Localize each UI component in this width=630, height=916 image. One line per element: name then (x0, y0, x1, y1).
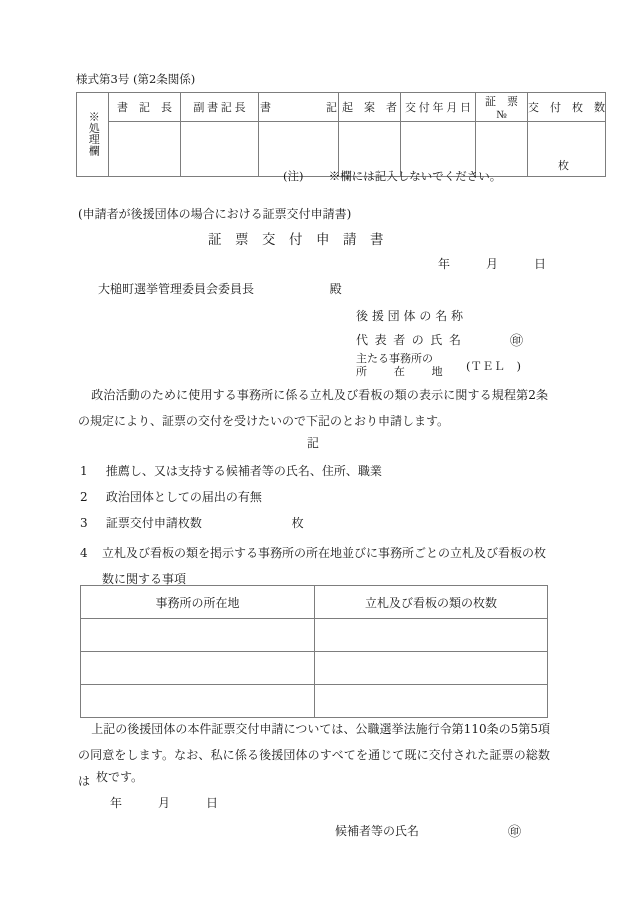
col-header-kofu-count: 交 付 枚 数 (528, 93, 606, 122)
table-row (81, 685, 548, 718)
item-number: 3 (80, 516, 88, 530)
processing-row-label-text: ※処理欄 (87, 110, 100, 156)
item-text: 政治団体としての届出の有無 (105, 490, 262, 504)
candidate-name-label: 候補者等の氏名 (335, 824, 420, 838)
col-header-sign-count: 立札及び看板の類の枚数 (315, 586, 548, 619)
col-header-fuku-shokicho: 副 書 記 長 (181, 93, 259, 122)
table-row (81, 619, 548, 652)
table-row (77, 93, 606, 122)
cell-office-location-1[interactable] (81, 619, 315, 652)
item-unit[interactable]: 枚 (291, 516, 304, 530)
closing-paragraph: 上記の後援団体の本件証票交付申請については、公職選挙法施行令第110条の5第5項の同意をします。なお、私に係る後援団体のすべてを通じて既に交付された証票の総数は (78, 722, 550, 788)
item-text: 立札及び看板の類を掲示する事務所の所在地並びに事務所ごとの立札及び看板の枚数に関する事項 (102, 546, 547, 586)
item-text: 証票交付申請枚数 (105, 516, 202, 530)
seal-icon: ㊞ (508, 825, 522, 840)
addressee-name: 大槌町選挙管理委員会委員長 (98, 282, 255, 296)
addressee-honorific: 殿 (329, 282, 342, 296)
organization-name-label: 後援団体の名称 (356, 309, 467, 323)
representative-name-label: 代表者の氏名 (356, 333, 468, 347)
date-blank-bottom[interactable]: 年 月 日 (110, 796, 219, 810)
closing-paragraph-tail: 枚です。 (96, 770, 144, 784)
note-text: ※欄には記入しないでください。 (328, 169, 502, 183)
col-header-shokicho: 書 記 長 (109, 93, 181, 122)
cell-fuku-shokicho[interactable] (181, 122, 259, 177)
processing-row-label (77, 93, 109, 177)
addressee-line (98, 280, 342, 297)
document-subtitle: (申請者が後援団体の場合における証票交付申請書) (78, 207, 352, 221)
col-header-shohyo-no: 証 票 № (476, 93, 528, 122)
list-item (80, 462, 382, 479)
date-blank-top[interactable]: 年 月 日 (438, 257, 547, 271)
cell-sign-count-2[interactable] (315, 652, 548, 685)
item-number: 2 (80, 490, 88, 504)
col-header-kianusha: 起 案 者 (339, 93, 401, 122)
table-row (81, 652, 548, 685)
col-header-kofu-date: 交 付 年 月 日 (401, 93, 476, 122)
col-header-shoki: 書 記 (259, 93, 339, 122)
cell-sign-count-3[interactable] (315, 685, 548, 718)
note-prefix: (注) (283, 169, 304, 183)
intro-paragraph: 政治活動のために使用する事務所に係る立札及び看板の類の表示に関する規程第2条の規定により、証票の交付を受けたいので下記のとおり申請します。 (78, 388, 548, 428)
item-text: 推薦し、又は支持する候補者等の氏名、住所、職業 (105, 464, 382, 478)
cell-office-location-3[interactable] (81, 685, 315, 718)
item-number: 1 (80, 464, 88, 478)
ki-marker: 記 (307, 436, 320, 450)
office-address-label-line1: 主たる事務所の (356, 352, 433, 365)
cell-kofu-count-unit[interactable]: 枚 (528, 122, 606, 177)
cell-office-location-2[interactable] (81, 652, 315, 685)
processing-table-note (283, 168, 501, 184)
cell-sign-count-1[interactable] (315, 619, 548, 652)
item-number: 4 (80, 546, 88, 560)
list-item (80, 514, 304, 531)
form-number-label: 様式第3号 (第2条関係) (76, 72, 196, 86)
office-address-label (356, 352, 451, 379)
list-item (80, 488, 262, 505)
processing-table (76, 92, 606, 177)
seal-icon: ㊞ (510, 334, 524, 349)
page-title: 証 票 交 付 申 請 書 (208, 232, 384, 248)
col-header-office-location: 事務所の所在地 (81, 586, 315, 619)
table-header-row (81, 586, 548, 619)
office-address-table (80, 585, 548, 718)
cell-shokicho[interactable] (109, 122, 181, 177)
office-address-label-line2: 所 在 地 (356, 365, 451, 379)
telephone-label[interactable]: (ＴＥＬ ) (466, 359, 521, 373)
